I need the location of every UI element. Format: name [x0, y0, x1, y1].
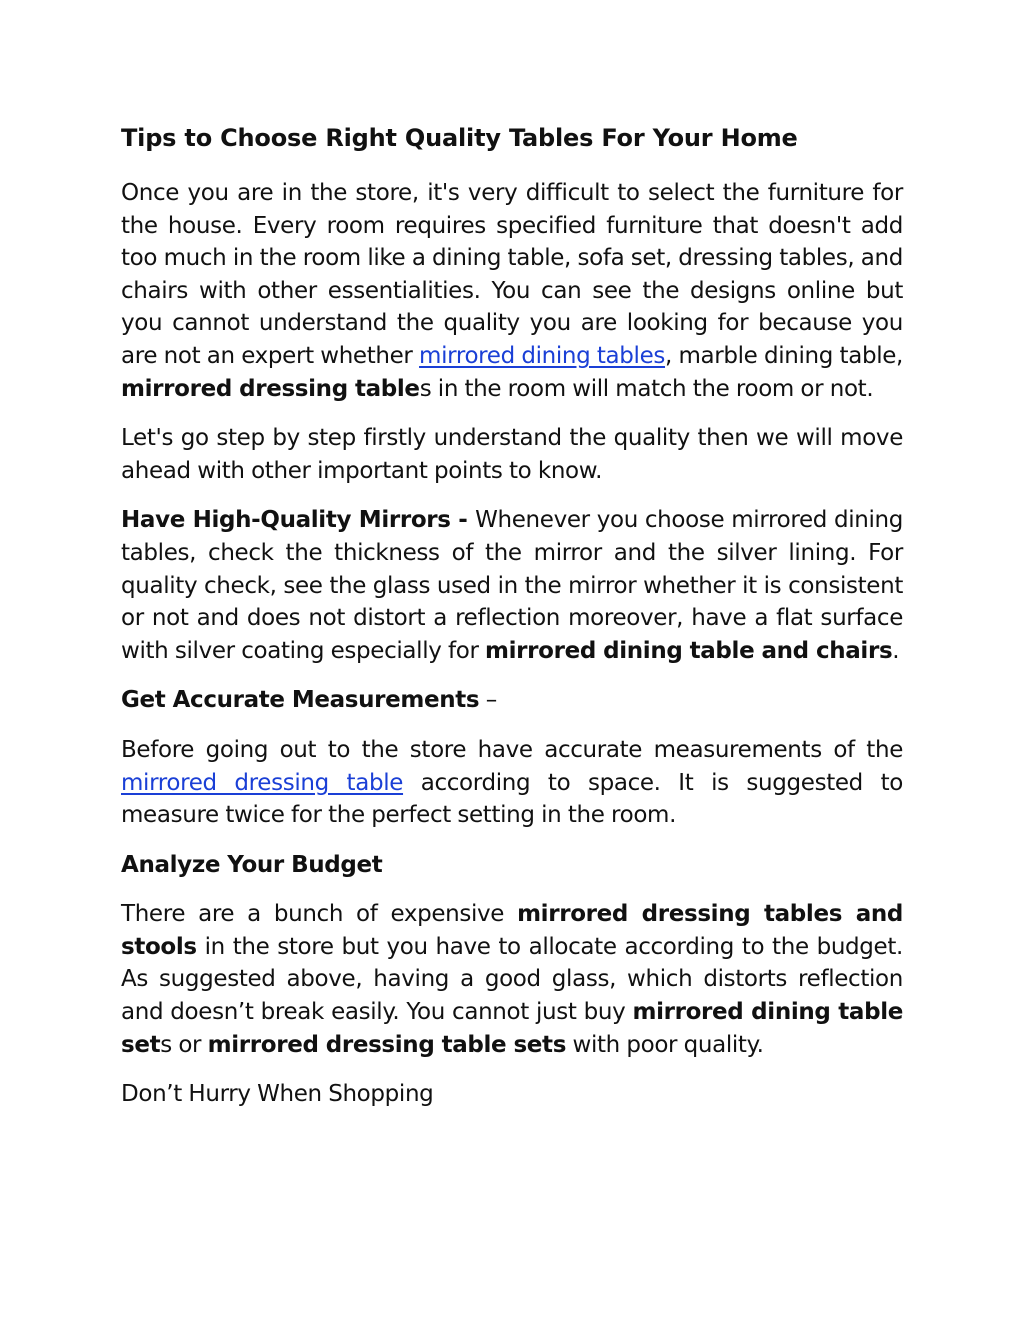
hurry-text: Don’t Hurry When Shopping	[121, 1081, 434, 1108]
mirrors-bold-text: mirrored dining table and chairs	[485, 637, 893, 664]
step-text: Let's go step by step firstly understand the quality then we will move ahead with other important points to know.	[121, 425, 903, 484]
intro-text-3: s in the room will match the room or not.	[419, 375, 874, 402]
hurry-paragraph	[121, 1078, 903, 1111]
mirrors-paragraph	[121, 504, 903, 667]
mirrors-text-2: .	[892, 637, 900, 664]
intro-text-1: Once you are in the store, it's very difficult to select the furniture for the house. Every room requires specified furniture that doesn't add too much in the room like a dining table, sofa set, dressing tables, and chairs with other essentialities. You can see the designs online but you cannot understand the quality you are looking for because you are not an expert whether	[121, 180, 903, 369]
budget-text-4: with poor quality.	[566, 1031, 764, 1058]
measurements-dash: –	[479, 687, 497, 714]
budget-heading: Analyze Your Budget	[121, 851, 383, 878]
budget-paragraph	[121, 898, 903, 1061]
measurements-paragraph	[121, 734, 903, 832]
step-paragraph	[121, 422, 903, 487]
measurements-text-1: Before going out to the store have accurate measurements of the	[121, 736, 903, 763]
mirrors-heading: Have High-Quality Mirrors -	[121, 507, 476, 534]
document-page	[121, 116, 903, 1128]
budget-bold-text-2: mirrored dining table set	[121, 999, 903, 1058]
budget-text-2: in the store but you have to allocate according to the budget. As suggested above, having a good glass, which distorts reflection and doesn’t break easily. You cannot just buy	[121, 933, 903, 1026]
document-title: Tips to Choose Right Quality Tables For Your Home	[121, 124, 798, 152]
intro-bold-text: mirrored dressing table	[121, 375, 420, 402]
measurements-heading: Get Accurate Measurements	[121, 687, 480, 714]
budget-text-3: s or	[160, 1031, 208, 1058]
mirrored-dining-tables-link[interactable]: mirrored dining tables	[419, 342, 666, 369]
mirrors-text-1: Whenever you choose mirrored dining tables, check the thickness of the mirror and the silver lining. For quality check, see the glass used in the mirror whether it is consistent or not and does not distort a reflection moreover, have a flat surface with silver coating especially for	[121, 507, 903, 664]
intro-text-2: , marble dining table,	[665, 342, 903, 369]
budget-bold-text-1: mirrored dressing tables and stools	[121, 901, 903, 960]
budget-heading-paragraph	[121, 849, 903, 882]
measurements-text-2: according to space. It is suggested to measure twice for the perfect setting in the room.	[121, 769, 903, 829]
budget-bold-text-3: mirrored dressing table sets	[207, 1031, 567, 1058]
budget-text-1: There are a bunch of expensive	[121, 901, 518, 928]
intro-paragraph	[121, 177, 903, 405]
mirrored-dressing-table-link[interactable]: mirrored dressing table	[121, 769, 404, 796]
measurements-heading-paragraph	[121, 684, 903, 717]
